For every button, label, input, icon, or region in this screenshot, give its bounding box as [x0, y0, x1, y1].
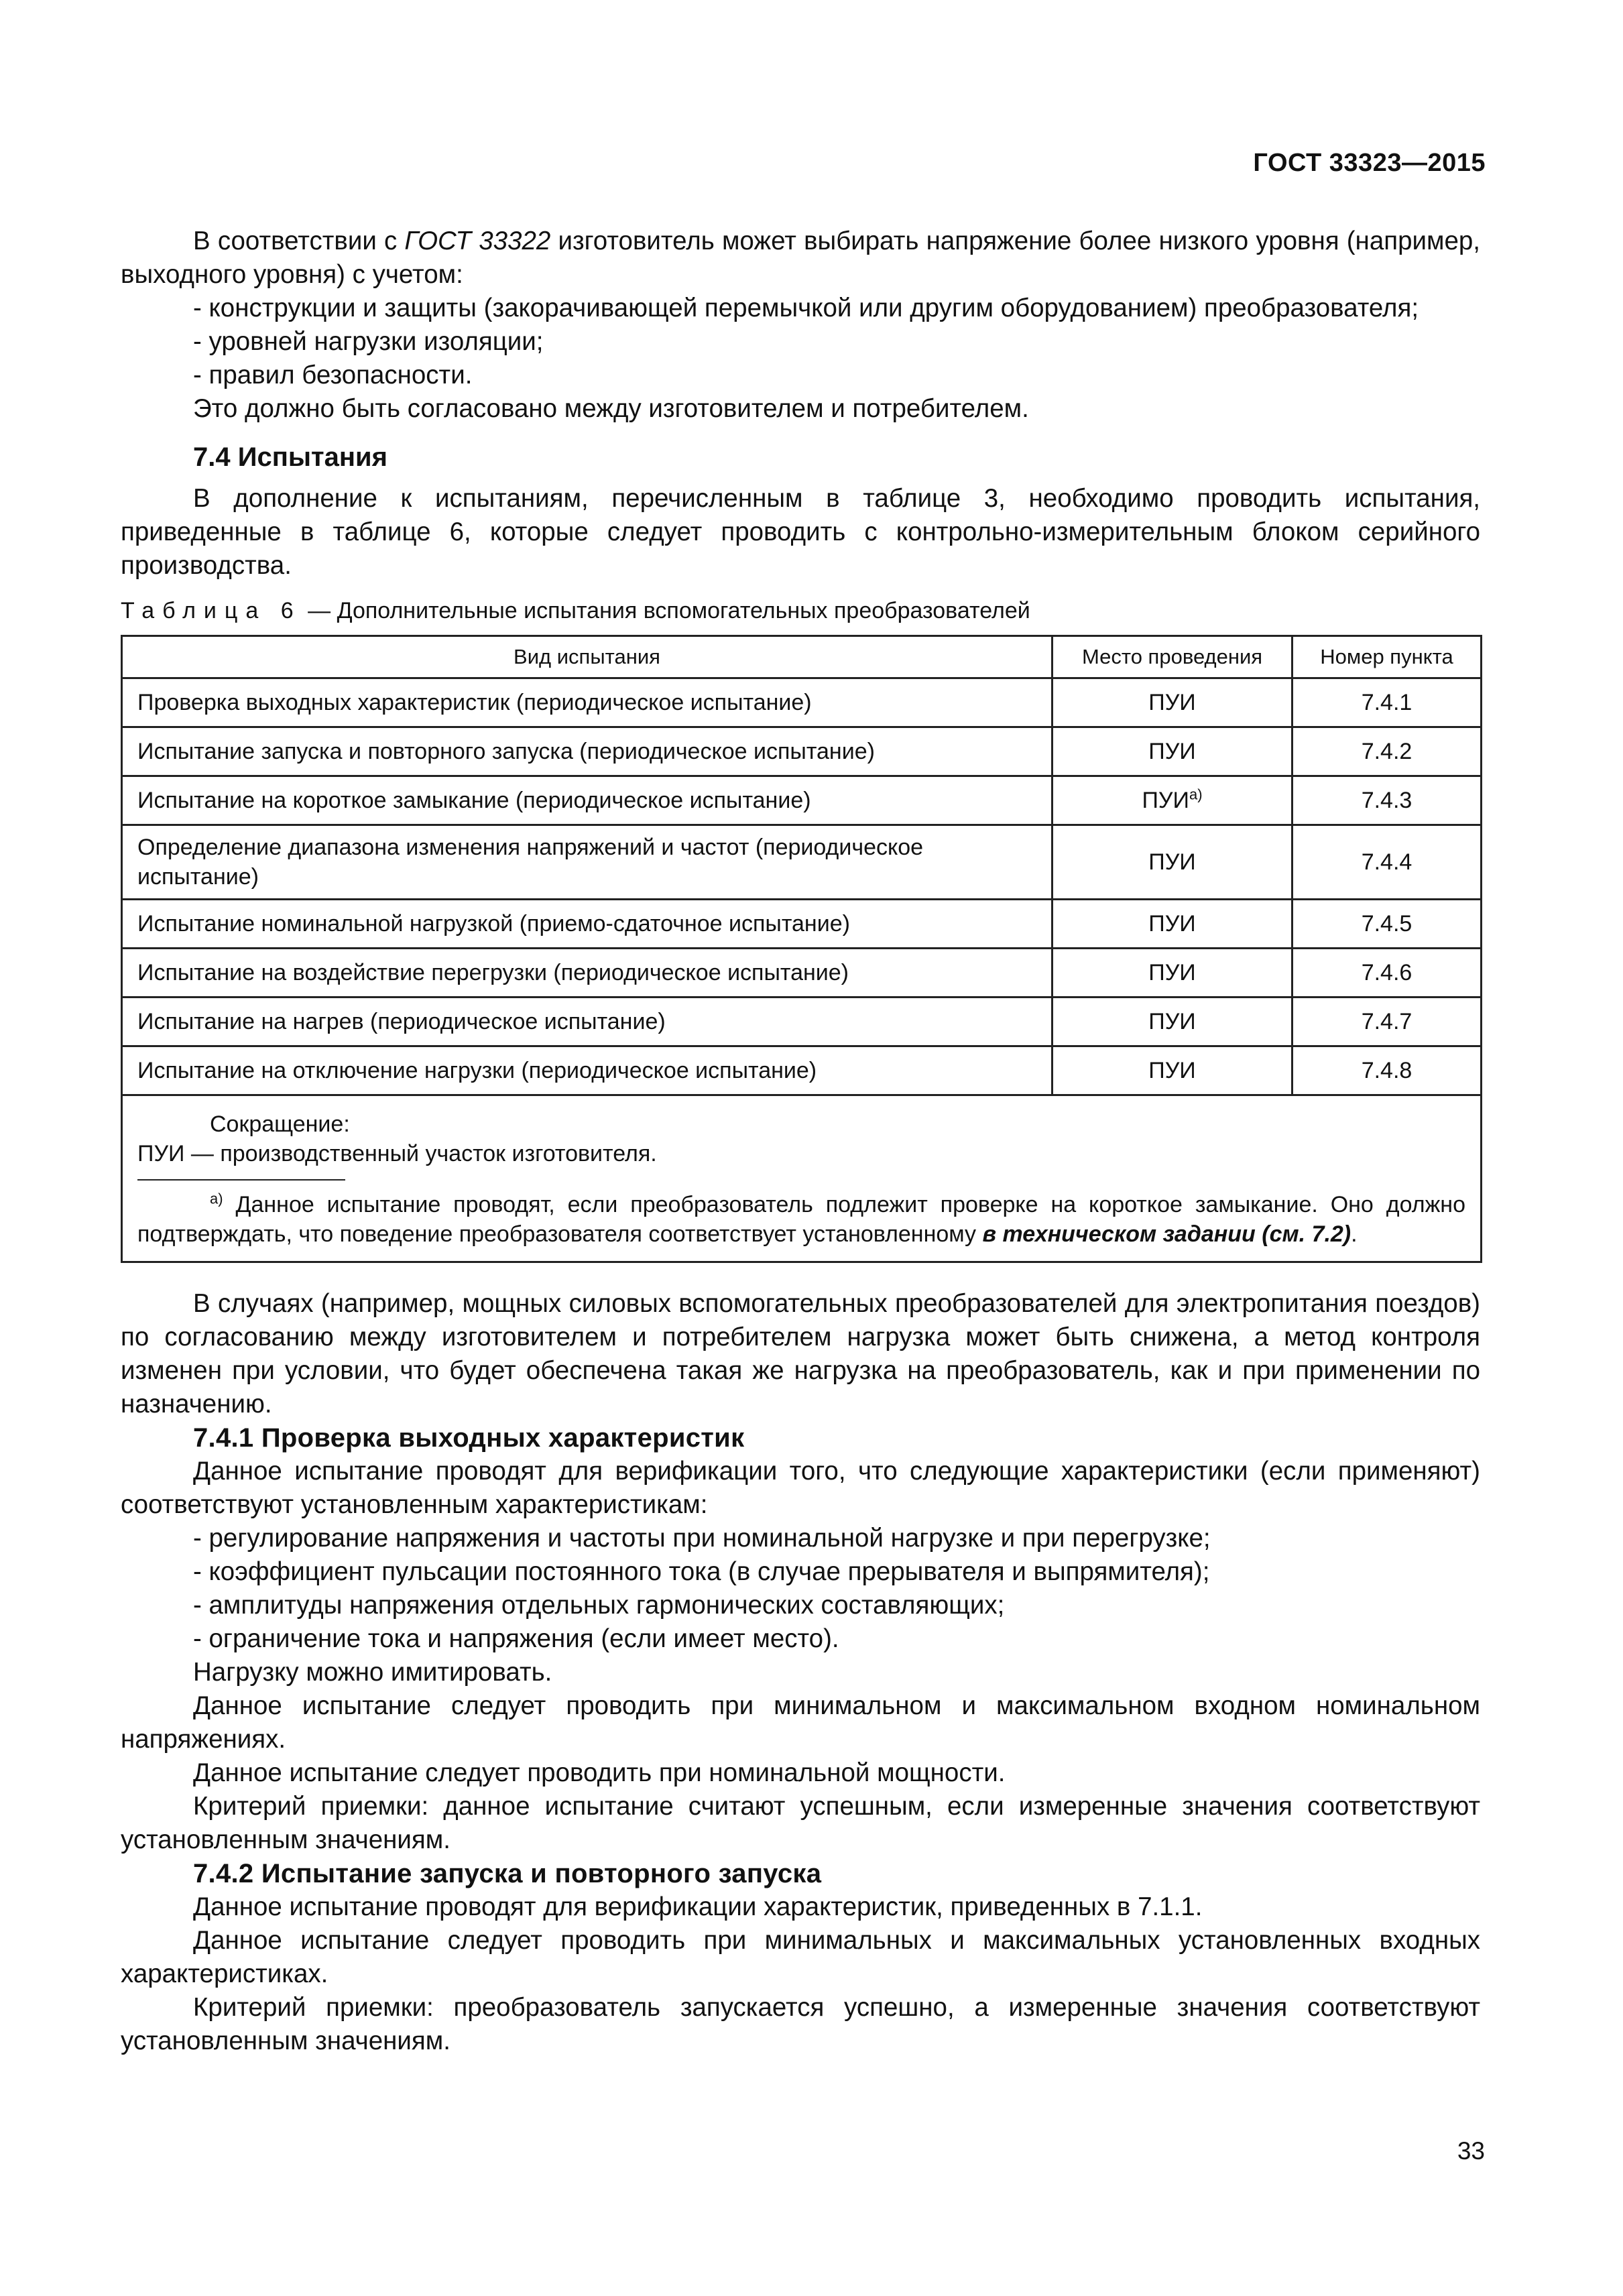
table-header-row	[122, 636, 1482, 678]
intro-list-item: - уровней нагрузки изоляции;	[193, 327, 544, 356]
footnote-text: Данное испытание проводят, если преобразователь подлежит проверке на короткое замыкание. Оно должно подтверждать, что поведение преобразователя соответствует установленному	[137, 1192, 1465, 1247]
table-row	[122, 825, 1482, 900]
subsection-paragraph: Нагрузку можно имитировать.	[193, 1658, 552, 1687]
test-name-cell: Испытание на нагрев (периодическое испытание)	[122, 998, 1053, 1046]
test-name-cell: Испытание номинальной нагрузкой (приемо-сдаточное испытание)	[122, 900, 1053, 949]
subsection-heading-7-4-1: 7.4.1 Проверка выходных характеристик	[193, 1423, 745, 1453]
standard-reference: ГОСТ 33322	[404, 227, 551, 255]
test-place: ПУИ	[1148, 739, 1196, 764]
characteristics-list-item: - коэффициент пульсации постоянного тока (в случае прерывателя и выпрямителя);	[193, 1557, 1210, 1586]
table-notes-cell	[122, 1095, 1482, 1262]
table-notes-row	[122, 1095, 1482, 1262]
subsection-paragraph: Данное испытание следует проводить при минимальном и максимальном входном номинальном напряжениях.	[121, 1691, 1480, 1754]
intro-list-item: - правил безопасности.	[193, 361, 473, 389]
clause-number-cell: 7.4.7	[1293, 998, 1482, 1046]
test-place: ПУИ	[1142, 788, 1189, 813]
intro-agreement-text: Это должно быть согласовано между изготовителем и потребителем.	[193, 394, 1029, 423]
test-place: ПУИ	[1148, 849, 1196, 875]
test-place-cell	[1053, 727, 1293, 776]
test-name-cell: Определение диапазона изменения напряжений и частот (периодическое испытание)	[122, 825, 1053, 900]
subsection-paragraph: Данное испытание следует проводить при минимальных и максимальных установленных входных характеристиках.	[121, 1926, 1480, 1988]
table-row	[122, 1046, 1482, 1095]
table-row	[122, 727, 1482, 776]
section-paragraph: В дополнение к испытаниям, перечисленным в таблице 3, необходимо проводить испытания, приведенные в таблице 6, которые следует проводить с контрольно-измерительным блоком серийного производства.	[121, 484, 1480, 580]
table-row	[122, 949, 1482, 998]
document-id: ГОСТ 33323—2015	[1253, 149, 1486, 177]
test-name-cell: Испытание запуска и повторного запуска (периодическое испытание)	[122, 727, 1053, 776]
acceptance-criterion: Критерий приемки: преобразователь запускается успешно, а измеренные значения соответствуют установленным значениям.	[121, 1993, 1480, 2055]
test-name-cell: Испытание на воздействие перегрузки (периодическое испытание)	[122, 949, 1053, 998]
test-name-cell: Проверка выходных характеристик (периодическое испытание)	[122, 678, 1053, 727]
intro-text-end: изготовитель может выбирать напряжение более низкого уровня (например, выходного уровня) с учетом:	[121, 227, 1480, 289]
subsection-paragraph: Данное испытание проводят для верификации того, что следующие характеристики (если применяют) соответствуют установленным характеристикам:	[121, 1457, 1480, 1519]
footnote-divider	[137, 1179, 345, 1181]
footnote-emphasis: в техническом задании (см. 7.2)	[982, 1221, 1351, 1247]
test-place-cell	[1053, 678, 1293, 727]
intro-paragraph	[121, 225, 1480, 292]
clause-number-cell: 7.4.6	[1293, 949, 1482, 998]
load-reduction-paragraph: В случаях (например, мощных силовых вспомогательных преобразователей для электропитания поездов) по согласованию между изготовителем и потребителем нагрузка может быть снижена, а метод контроля изменен при условии, что будет обеспечена такая же нагрузка на преобразователь, как и при применении по назначению.	[121, 1289, 1480, 1418]
table-header-cell: Место проведения	[1053, 636, 1293, 678]
footnote-marker: а)	[1189, 786, 1203, 803]
intro-list-item: - конструкции и защиты (закорачивающей перемычкой или другим оборудованием) преобразователя;	[193, 294, 1419, 322]
table-header-cell: Вид испытания	[122, 636, 1053, 678]
subsection-paragraph: Данное испытание следует проводить при номинальной мощности.	[193, 1758, 1006, 1787]
subsection-heading-7-4-2: 7.4.2 Испытание запуска и повторного запуска	[193, 1859, 822, 1888]
page-number: 33	[1457, 2137, 1485, 2165]
table-row	[122, 900, 1482, 949]
characteristics-list-item: - ограничение тока и напряжения (если имеет место).	[193, 1624, 839, 1653]
test-name-cell: Испытание на отключение нагрузки (периодическое испытание)	[122, 1046, 1053, 1095]
subsection-paragraph: Данное испытание проводят для верификации характеристик, приведенных в 7.1.1.	[193, 1892, 1203, 1921]
test-place-cell	[1053, 900, 1293, 949]
section-heading: 7.4 Испытания	[193, 442, 387, 472]
clause-number-cell: 7.4.1	[1293, 678, 1482, 727]
test-place: ПУИ	[1148, 690, 1196, 715]
test-place: ПУИ	[1148, 1058, 1196, 1083]
tests-table	[121, 635, 1482, 1263]
test-place-cell	[1053, 825, 1293, 900]
clause-number-cell: 7.4.4	[1293, 825, 1482, 900]
table-footnote	[137, 1190, 1465, 1249]
intro-text-start: В соответствии с	[193, 227, 405, 255]
characteristics-list-item: - амплитуды напряжения отдельных гармонических составляющих;	[193, 1591, 1005, 1620]
table-row	[122, 678, 1482, 727]
clause-number-cell: 7.4.5	[1293, 900, 1482, 949]
test-place-cell	[1053, 998, 1293, 1046]
table-row	[122, 998, 1482, 1046]
page-content	[121, 225, 1480, 2058]
test-place-cell	[1053, 776, 1293, 825]
table-header-cell: Номер пункта	[1293, 636, 1482, 678]
acceptance-criterion: Критерий приемки: данное испытание считают успешным, если измеренные значения соответствуют установленным значениям.	[121, 1792, 1480, 1854]
test-place: ПУИ	[1148, 1009, 1196, 1034]
characteristics-list-item: - регулирование напряжения и частоты при номинальной нагрузке и при перегрузке;	[193, 1524, 1211, 1553]
clause-number-cell: 7.4.2	[1293, 727, 1482, 776]
abbreviation-title: Сокращение:	[210, 1111, 350, 1137]
test-place: ПУИ	[1148, 911, 1196, 936]
test-place-cell	[1053, 1046, 1293, 1095]
table-caption	[121, 596, 1480, 625]
test-place: ПУИ	[1148, 960, 1196, 985]
clause-number-cell: 7.4.3	[1293, 776, 1482, 825]
table-caption-text: — Дополнительные испытания вспомогательных преобразователей	[301, 598, 1030, 623]
test-place-cell	[1053, 949, 1293, 998]
test-name-cell: Испытание на короткое замыкание (периодическое испытание)	[122, 776, 1053, 825]
abbreviation-text: ПУИ — производственный участок изготовителя.	[137, 1141, 657, 1166]
clause-number-cell: 7.4.8	[1293, 1046, 1482, 1095]
table-caption-label: Таблица 6	[121, 598, 302, 623]
footnote-marker: а)	[210, 1190, 223, 1207]
table-row	[122, 776, 1482, 825]
footnote-end: .	[1351, 1221, 1358, 1247]
